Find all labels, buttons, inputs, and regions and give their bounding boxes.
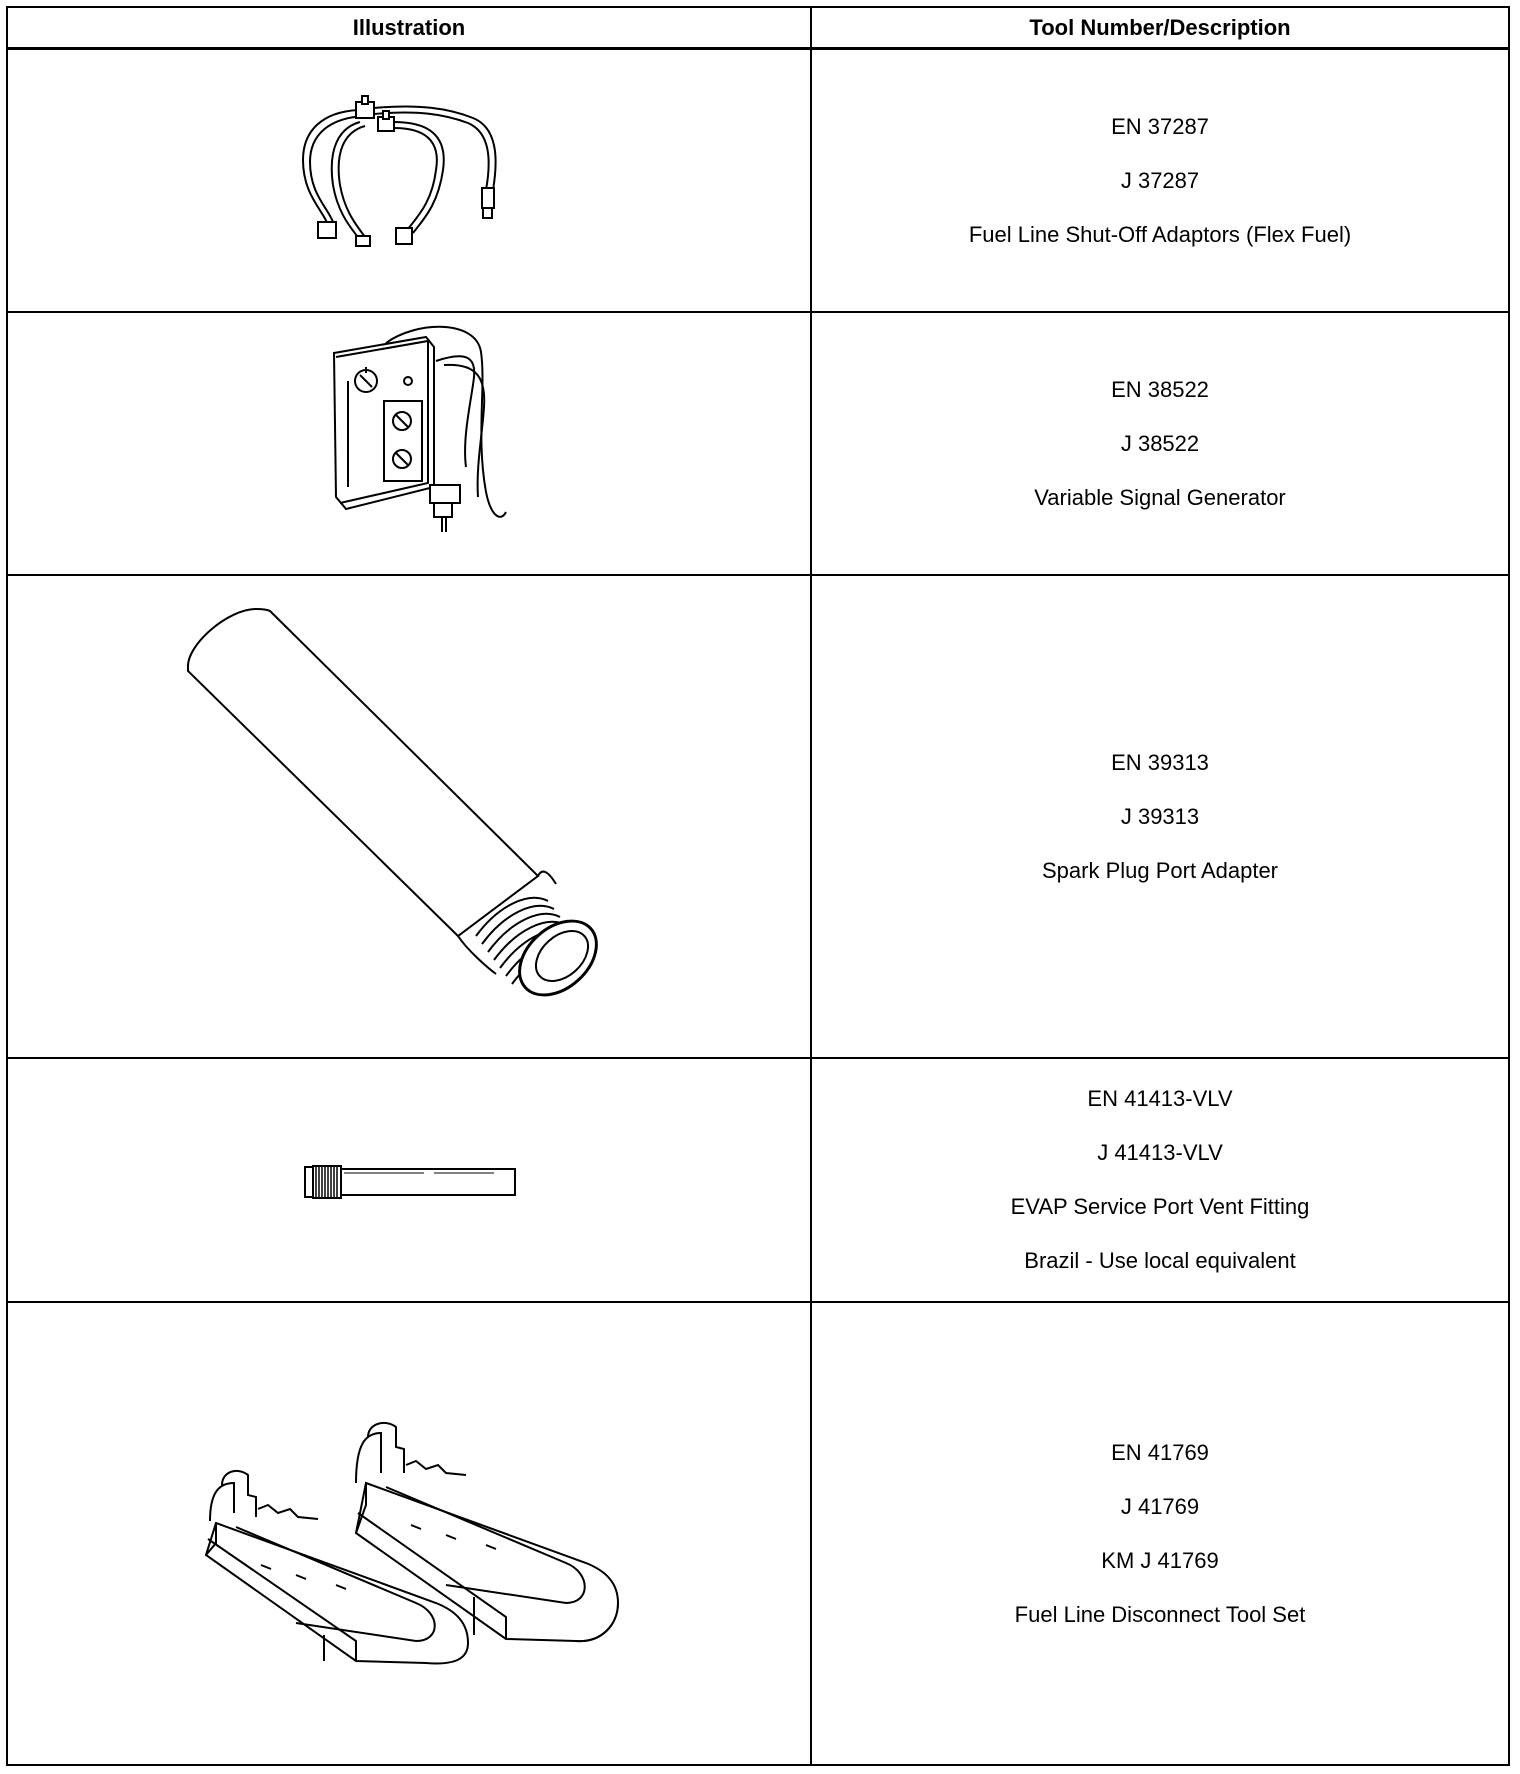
tool-number-en: EN 39313 <box>1111 749 1209 775</box>
description-cell <box>812 50 1508 311</box>
table-row <box>8 313 1508 576</box>
table-row <box>8 1059 1508 1303</box>
tool-description: Variable Signal Generator <box>1034 484 1286 510</box>
fuel-line-disconnect-tool-set-icon <box>206 1413 626 1663</box>
tool-number-j: J 41413-VLV <box>1097 1140 1223 1165</box>
description-cell <box>812 313 1508 574</box>
variable-signal-generator-icon <box>326 317 526 537</box>
fuel-line-shutoff-adaptors-icon <box>298 90 528 250</box>
spark-plug-port-adapter-icon <box>188 606 628 1046</box>
header-tool-description: Tool Number/Description <box>1029 15 1291 40</box>
tool-description: Fuel Line Disconnect Tool Set <box>1014 1601 1306 1627</box>
description-cell <box>812 1059 1508 1301</box>
table-header <box>8 8 1508 50</box>
tool-number-en: EN 41413-VLV <box>1087 1086 1233 1111</box>
illustration-cell <box>8 576 810 1057</box>
tool-note: Brazil - Use local equivalent <box>1024 1248 1296 1273</box>
illustration-cell <box>8 1303 810 1764</box>
tool-description: Spark Plug Port Adapter <box>1041 857 1279 883</box>
tool-number-j: J 38522 <box>1120 430 1200 456</box>
description-cell <box>812 576 1508 1057</box>
evap-vent-fitting-icon <box>304 1163 518 1203</box>
tool-number-j: J 41769 <box>1120 1493 1200 1519</box>
illustration-cell <box>8 1059 810 1301</box>
tool-number-j: J 37287 <box>1120 167 1200 193</box>
table-row <box>8 50 1508 313</box>
tool-description: EVAP Service Port Vent Fitting <box>1010 1194 1310 1219</box>
table-row <box>8 1303 1508 1764</box>
tool-number-en: EN 38522 <box>1111 376 1209 402</box>
special-tools-table <box>6 6 1510 1766</box>
tool-description: Fuel Line Shut-Off Adaptors (Flex Fuel) <box>968 221 1352 247</box>
tool-number-en: EN 41769 <box>1111 1439 1209 1465</box>
tool-number-km: KM J 41769 <box>1101 1547 1219 1573</box>
header-illustration: Illustration <box>352 15 466 40</box>
illustration-cell <box>8 313 810 574</box>
tool-number-en: EN 37287 <box>1111 113 1209 139</box>
tool-number-j: J 39313 <box>1120 803 1200 829</box>
table-row <box>8 576 1508 1059</box>
illustration-cell <box>8 50 810 311</box>
description-cell <box>812 1303 1508 1764</box>
